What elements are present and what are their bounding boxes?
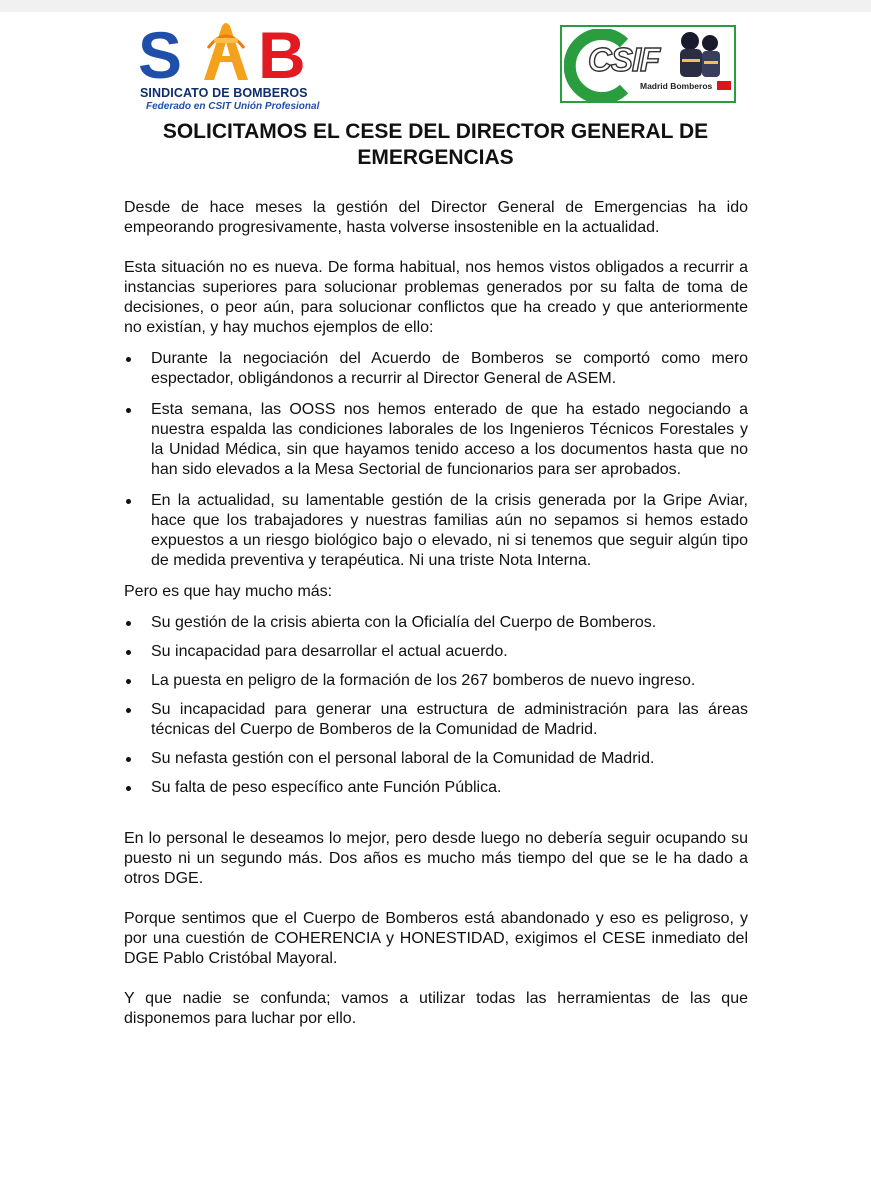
sab-letters [138,18,316,92]
paragraph-situation: Esta situación no es nueva. De forma habitual, nos hemos vistos obligados a recurrir a instancias superiores para solucionar problemas generados por su falta de toma de decisiones, o peor aún, para solucionar conflictos que ha creado y que anteriormente no existían, y hay muchos ejemplos de ello: [124,259,748,336]
paragraph-intro: Desde de hace meses la gestión del Director General de Emergencias ha ido empeorando progresivamente, hasta volverse insostenible en la actualidad. [124,199,748,236]
paragraph-because: Porque sentimos que el Cuerpo de Bomberos está abandonado y eso es peligroso, y por una cuestión de COHERENCIA y HONESTIDAD, exigimos el CESE inmediato del DGE Pablo Cristóbal Mayoral. [124,910,748,967]
top-bar [0,0,871,12]
firefighters-icon [660,29,730,81]
list-item: Su incapacidad para generar una estructura de administración para las áreas técnicas del Cuerpo de Bomberos de la Comunidad de Madrid. [124,700,748,740]
paragraph-personal: En lo personal le deseamos lo mejor, pero desde luego no debería seguir ocupando su puesto ni un segundo más. Dos años es mucho más tiempo del que se le ha dado a otros DGE. [124,830,748,887]
madrid-flag-icon [717,81,731,90]
list-item: La puesta en peligro de la formación de los 267 bomberos de nuevo ingreso. [124,671,748,691]
logo-letter-s: S [138,18,183,92]
document-body [124,198,748,1029]
list-item: Su falta de peso específico ante Función Pública. [124,778,748,798]
paragraph-closing: Y que nadie se confunda; vamos a utilizar todas las herramientas de las que disponemos para luchar por ello. [124,990,748,1027]
list-item: Su gestión de la crisis abierta con la Oficialía del Cuerpo de Bomberos. [124,613,748,633]
list-item: Su nefasta gestión con el personal laboral de la Comunidad de Madrid. [124,749,748,769]
csif-logo [560,25,736,103]
sindicato-bomberos-logo [138,18,320,112]
logo-subtitle: Federado en CSIT Unión Profesional [146,101,320,112]
csif-tagline: Madrid Bomberos [640,81,713,91]
csif-wordmark: CSIF [588,41,660,78]
examples-list [124,349,748,571]
logo-name: SINDICATO DE BOMBEROS [140,86,308,100]
list-item: Su incapacidad para desarrollar el actual acuerdo. [124,642,748,662]
firefighter-helmet-icon [194,18,258,88]
paragraph-more: Pero es que hay mucho más: [124,583,333,600]
logo-letter-b: B [258,18,306,92]
document-title: SOLICITAMOS EL CESE DEL DIRECTOR GENERAL DE EMERGENCIAS [162,120,709,169]
list-item: En la actualidad, su lamentable gestión de la crisis generada por la Gripe Aviar, hace que los trabajadores y nuestras familias aún no sepamos si hemos estado expuestos a un riesgo biológico bajo o elevado, ni si tenemos que seguir algún tipo de medida preventiva y terapéutica. Ni una triste Nota Interna. [124,491,748,571]
list-item: Durante la negociación del Acuerdo de Bomberos se comportó como mero espectador, obligándonos a recurrir al Director General de ASEM. [124,349,748,389]
more-items-list [124,613,748,798]
list-item: Esta semana, las OOSS nos hemos enterado de que ha estado negociando a nuestra espalda las condiciones laborales de los Ingenieros Técnicos Forestales y la Unidad Médica, sin que hayamos tenido acceso a los documentos hasta que no han sido elevados a la Mesa Sectorial de funcionarios para ser aprobados. [124,400,748,480]
